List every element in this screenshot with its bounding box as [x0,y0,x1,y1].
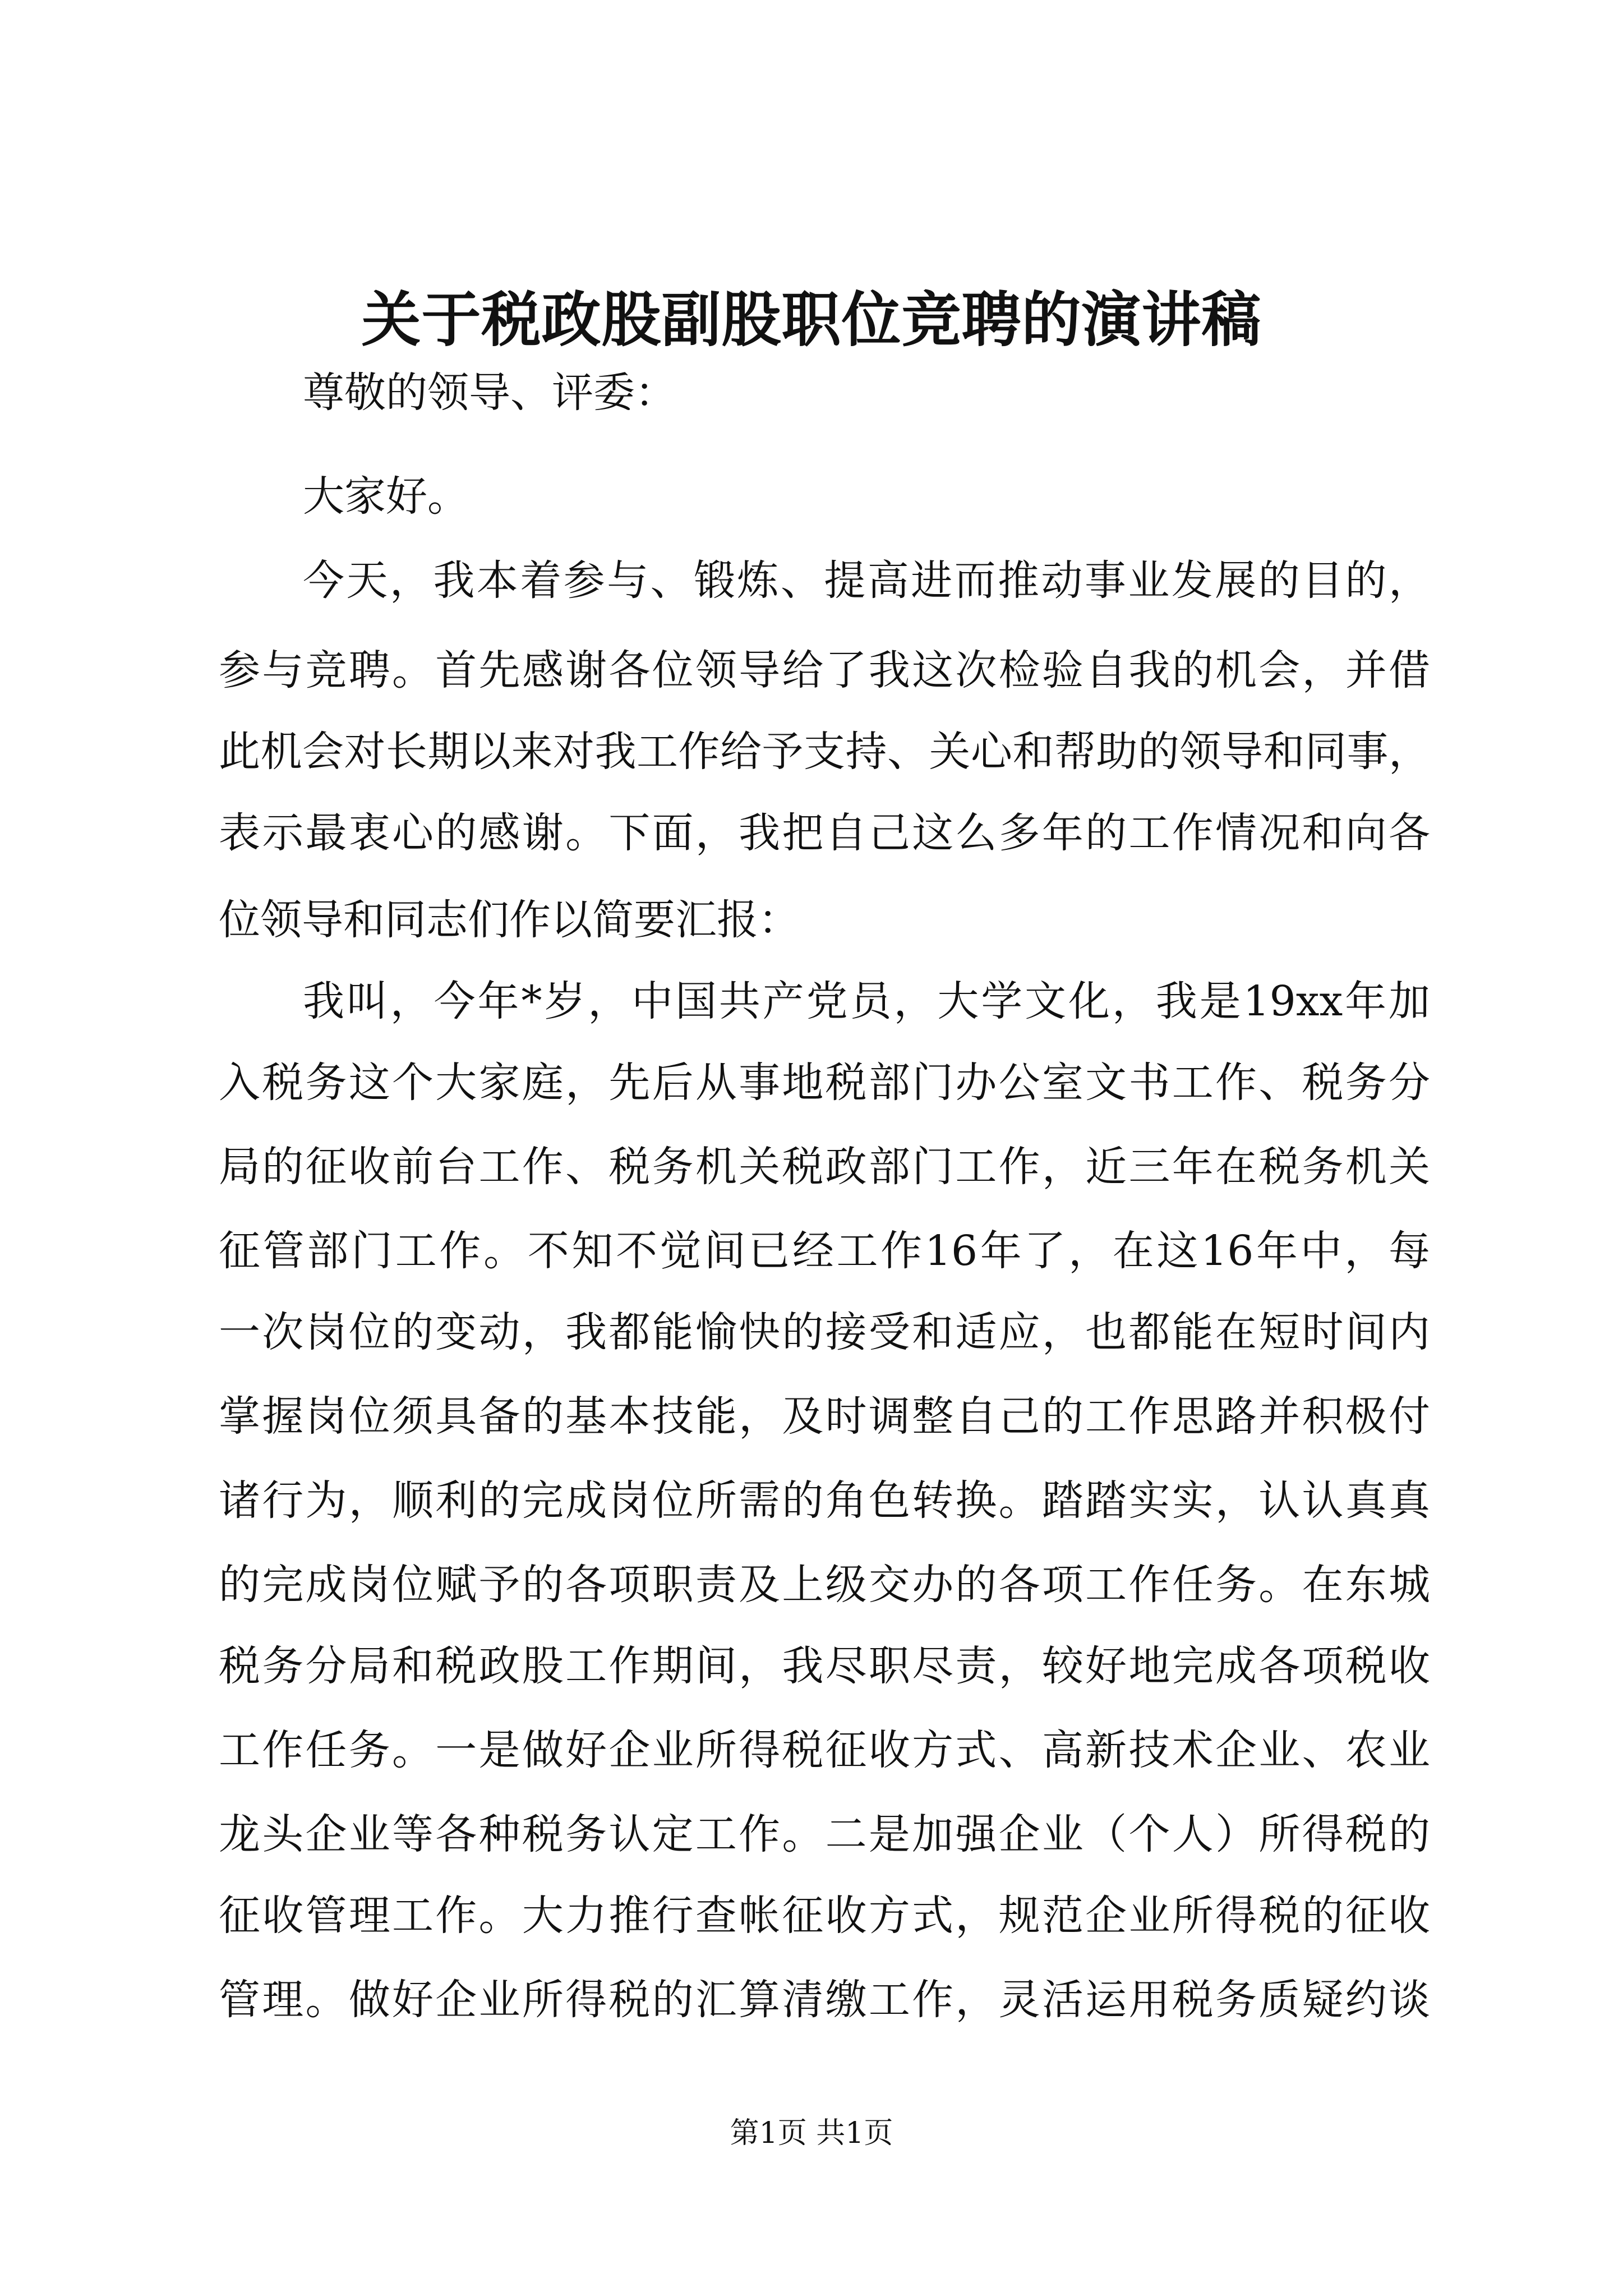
paragraph-line: 表示最衷心的感谢。下面，我把自己这么多年的工作情况和向各 [219,809,1430,857]
paragraph-line: 今天，我本着参与、锻炼、提高进而推动事业发展的目的， [303,556,1430,605]
paragraph-line: 位领导和同志们作以简要汇报： [219,896,800,944]
paragraph-line: 的完成岗位赋予的各项职责及上级交办的各项工作任务。在东城 [219,1561,1430,1609]
paragraph-line: 掌握岗位须具备的基本技能，及时调整自己的工作思路并积极付 [219,1392,1430,1441]
paragraph-line: 征收管理工作。大力推行查帐征收方式，规范企业所得税的征收 [219,1892,1430,1940]
document-title: 关于税政股副股职位竞聘的演讲稿 [361,284,1262,355]
paragraph-line: 入税务这个大家庭，先后从事地税部门办公室文书工作、税务分 [219,1059,1430,1107]
paragraph-line: 龙头企业等各种税务认定工作。二是加强企业（个人）所得税的 [219,1810,1430,1858]
paragraph-line: 征管部门工作。不知不觉间已经工作16年了，在这16年中，每 [219,1227,1430,1275]
paragraph-line: 诸行为，顺利的完成岗位所需的角色转换。踏踏实实，认认真真 [219,1476,1430,1525]
paragraph-line: 此机会对长期以来对我工作给予支持、关心和帮助的领导和同事， [219,728,1430,776]
paragraph-line: 管理。做好企业所得税的汇算清缴工作，灵活运用税务质疑约谈 [219,1976,1430,2024]
paragraph-line: 工作任务。一是做好企业所得税征收方式、高新技术企业、农业 [219,1726,1430,1774]
salutation: 尊敬的领导、评委： [303,369,676,417]
paragraph-line: 参与竞聘。首先感谢各位领导给了我这次检验自我的机会，并借 [219,646,1430,694]
page-footer: 第1页 共1页 [730,2116,893,2150]
paragraph-line: 局的征收前台工作、税务机关税政部门工作，近三年在税务机关 [219,1143,1430,1191]
paragraph-line: 一次岗位的变动，我都能愉快的接受和适应，也都能在短时间内 [219,1308,1430,1356]
paragraph-line: 我叫，今年*岁，中国共产党员，大学文化，我是19xx年加 [303,977,1430,1025]
paragraph-line: 税务分局和税政股工作期间，我尽职尽责，较好地完成各项税收 [219,1642,1430,1690]
greeting: 大家好。 [303,472,469,521]
